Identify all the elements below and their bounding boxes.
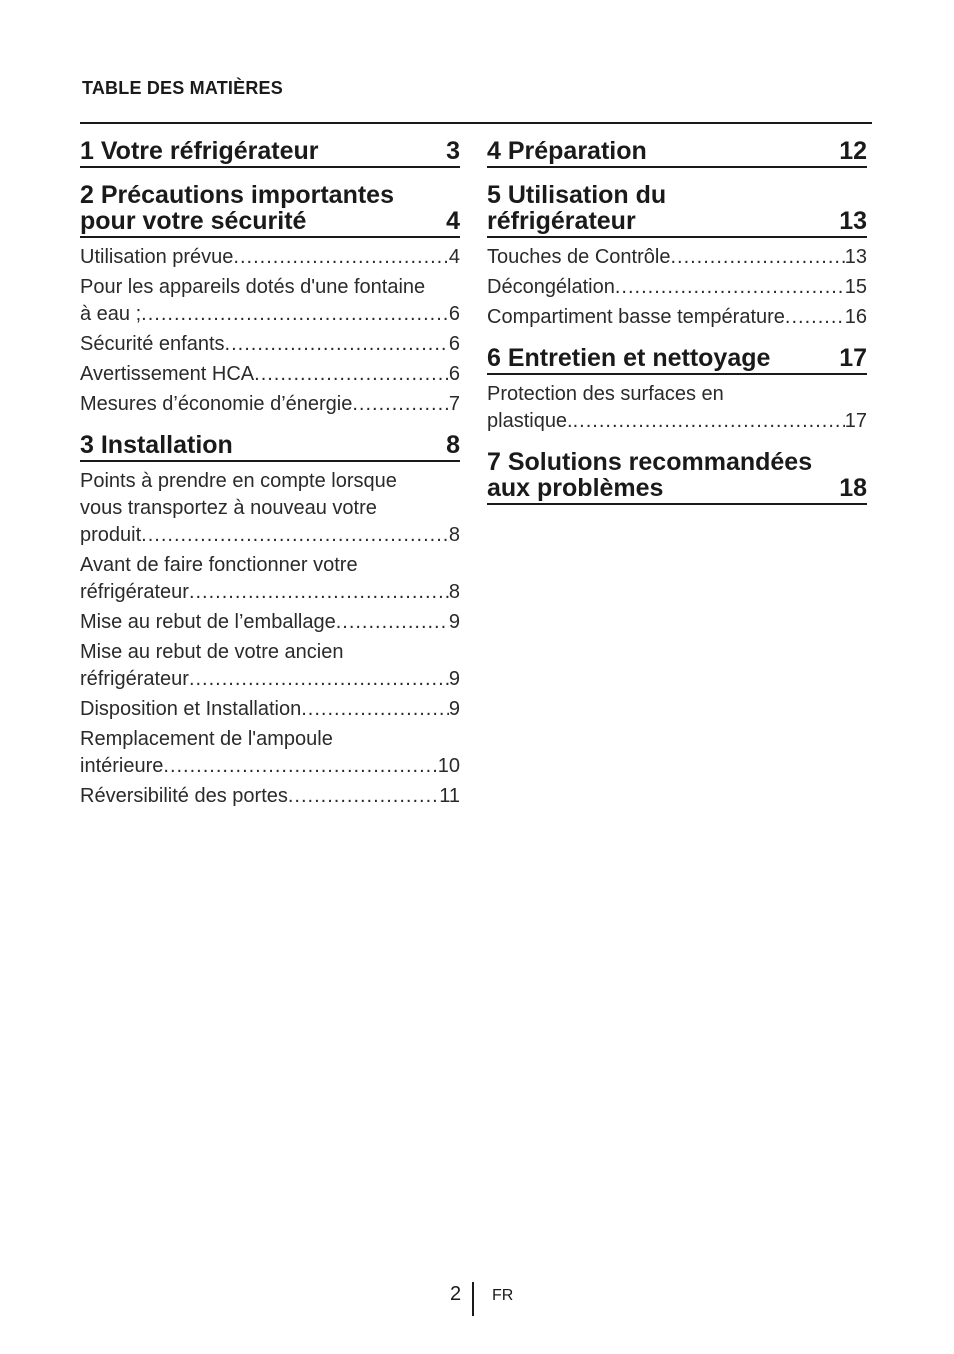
entry-text: à eau ; bbox=[80, 303, 142, 325]
dot-leader bbox=[288, 783, 439, 810]
toc-entry[interactable] bbox=[80, 696, 460, 723]
entry-text: produit bbox=[80, 524, 142, 546]
entry-text: Touches de Contrôle bbox=[487, 246, 671, 268]
entry-line: vous transportez à nouveau votre bbox=[80, 497, 377, 519]
section-heading-line bbox=[487, 475, 867, 501]
entry-last-line bbox=[487, 304, 867, 331]
section-title: 3 Installation bbox=[80, 431, 233, 459]
section-heading[interactable] bbox=[487, 345, 867, 375]
entry-text: intérieure bbox=[80, 755, 164, 777]
dot-leader bbox=[785, 304, 845, 331]
entry-last-line bbox=[80, 783, 460, 810]
entry-last-line bbox=[80, 696, 460, 723]
toc-section bbox=[80, 138, 460, 168]
entry-page-number: 6 bbox=[448, 363, 460, 385]
entry-line: Pour les appareils dotés d'une fontaine bbox=[80, 276, 426, 298]
section-heading-line bbox=[80, 182, 460, 208]
entry-last-line bbox=[487, 244, 867, 271]
entry-line: Protection des surfaces en bbox=[487, 383, 724, 405]
section-title: réfrigérateur bbox=[487, 207, 636, 235]
entry-page-number: 13 bbox=[844, 246, 867, 268]
dot-leader bbox=[254, 361, 449, 388]
toc-entry[interactable] bbox=[487, 304, 867, 331]
entry-page-number: 10 bbox=[437, 755, 460, 777]
section-page-number: 8 bbox=[446, 431, 460, 459]
section-heading[interactable] bbox=[487, 138, 867, 168]
toc-column-left bbox=[80, 138, 460, 824]
toc-entry[interactable] bbox=[80, 361, 460, 388]
section-heading-line bbox=[487, 138, 867, 164]
section-entries bbox=[80, 462, 460, 810]
entry-text: Mise au rebut de l’emballage bbox=[80, 611, 336, 633]
entry-text: réfrigérateur bbox=[80, 581, 189, 603]
section-page-number: 12 bbox=[839, 137, 867, 165]
entry-last-line bbox=[80, 301, 460, 328]
entry-page-number: 15 bbox=[844, 276, 867, 298]
dot-leader bbox=[573, 408, 845, 435]
section-page-number: 17 bbox=[839, 344, 867, 372]
entry-last-line bbox=[80, 609, 460, 636]
section-title: 4 Préparation bbox=[487, 137, 647, 165]
entry-last-line bbox=[487, 408, 867, 435]
section-heading[interactable] bbox=[80, 138, 460, 168]
section-heading[interactable] bbox=[80, 432, 460, 462]
entry-line: Avant de faire fonctionner votre bbox=[80, 554, 358, 576]
toc-section bbox=[487, 449, 867, 505]
dot-leader bbox=[352, 391, 449, 418]
entry-page-number: 4 bbox=[448, 246, 460, 268]
toc-entry[interactable] bbox=[80, 331, 460, 358]
dot-leader bbox=[225, 331, 449, 358]
dot-leader bbox=[189, 666, 449, 693]
toc-entry[interactable] bbox=[80, 244, 460, 271]
dot-leader bbox=[163, 753, 437, 780]
dot-leader bbox=[301, 696, 449, 723]
entry-text: plastique. bbox=[487, 410, 573, 432]
entry-page-number: 9 bbox=[448, 698, 460, 720]
section-page-number: 13 bbox=[839, 207, 867, 235]
section-entries bbox=[487, 375, 867, 435]
entry-last-line bbox=[80, 666, 460, 693]
section-heading[interactable] bbox=[487, 449, 867, 505]
section-title: 7 Solutions recommandées bbox=[487, 448, 813, 476]
toc-entry[interactable] bbox=[487, 274, 867, 301]
entry-page-number: 11 bbox=[439, 785, 460, 807]
section-heading-line bbox=[80, 208, 460, 234]
section-title: 2 Précautions importantes bbox=[80, 181, 394, 209]
entry-last-line bbox=[80, 361, 460, 388]
entry-text: réfrigérateur bbox=[80, 668, 189, 690]
entry-page-number: 9 bbox=[448, 668, 460, 690]
section-heading-line bbox=[487, 345, 867, 371]
section-heading-line bbox=[487, 182, 867, 208]
entry-text: Sécurité enfants bbox=[80, 333, 225, 355]
entry-text: Compartiment basse température bbox=[487, 306, 785, 328]
footer-page-number: 2 bbox=[450, 1283, 462, 1305]
section-heading-line bbox=[487, 449, 867, 475]
entry-text: Réversibilité des portes bbox=[80, 785, 288, 807]
toc-entry[interactable] bbox=[80, 468, 460, 549]
toc-entry[interactable] bbox=[487, 244, 867, 271]
entry-line: Mise au rebut de votre ancien bbox=[80, 641, 344, 663]
section-heading-line bbox=[80, 138, 460, 164]
section-page-number: 3 bbox=[446, 137, 460, 165]
entry-page-number: 8 bbox=[448, 524, 460, 546]
entry-last-line bbox=[80, 331, 460, 358]
section-entries bbox=[80, 238, 460, 418]
toc-entry[interactable] bbox=[80, 639, 460, 693]
entry-text: Mesures d’économie d’énergie bbox=[80, 393, 353, 415]
section-heading-line bbox=[487, 208, 867, 234]
entry-line: Points à prendre en compte lorsque bbox=[80, 470, 397, 492]
toc-section bbox=[487, 182, 867, 331]
section-page-number: 4 bbox=[446, 207, 460, 235]
section-title: aux problèmes bbox=[487, 474, 664, 502]
dot-leader bbox=[336, 609, 449, 636]
entry-line: Remplacement de l'ampoule bbox=[80, 728, 333, 750]
section-title: 6 Entretien et nettoyage bbox=[487, 344, 771, 372]
entry-page-number: 6 bbox=[448, 333, 460, 355]
entry-last-line bbox=[80, 522, 460, 549]
toc-section bbox=[80, 432, 460, 810]
toc-entry[interactable] bbox=[80, 609, 460, 636]
section-heading[interactable] bbox=[80, 182, 460, 238]
section-heading[interactable] bbox=[487, 182, 867, 238]
dot-leader bbox=[189, 579, 449, 606]
entry-page-number: 16 bbox=[844, 306, 867, 328]
entry-page-number: 8 bbox=[448, 581, 460, 603]
page-header-title: TABLE DES MATIÈRES bbox=[82, 78, 283, 98]
entry-page-number: 17 bbox=[844, 410, 867, 432]
section-heading-line bbox=[80, 432, 460, 458]
section-title: 5 Utilisation du bbox=[487, 181, 667, 209]
toc-section bbox=[80, 182, 460, 418]
entry-last-line bbox=[80, 391, 460, 418]
toc-entry[interactable] bbox=[487, 381, 867, 435]
section-page-number: 18 bbox=[839, 474, 867, 502]
dot-leader bbox=[233, 244, 448, 271]
entry-text: Décongélation bbox=[487, 276, 615, 298]
header-divider bbox=[80, 122, 872, 124]
toc-column-right bbox=[487, 138, 867, 519]
toc-entry[interactable] bbox=[80, 391, 460, 418]
entry-text: Avertissement HCA bbox=[80, 363, 255, 385]
toc-entry[interactable] bbox=[80, 783, 460, 810]
dot-leader bbox=[670, 244, 844, 271]
toc-entry[interactable] bbox=[80, 726, 460, 780]
section-title: pour votre sécurité bbox=[80, 207, 307, 235]
toc-section bbox=[487, 345, 867, 435]
entry-last-line bbox=[487, 274, 867, 301]
toc-entry[interactable] bbox=[80, 274, 460, 328]
entry-page-number: 6 bbox=[448, 303, 460, 325]
toc-section bbox=[487, 138, 867, 168]
entry-page-number: 9 bbox=[448, 611, 460, 633]
entry-last-line bbox=[80, 244, 460, 271]
entry-last-line bbox=[80, 579, 460, 606]
dot-leader bbox=[141, 301, 449, 328]
entry-text: Utilisation prévue bbox=[80, 246, 234, 268]
dot-leader bbox=[141, 522, 449, 549]
dot-leader bbox=[615, 274, 845, 301]
section-entries bbox=[487, 238, 867, 331]
footer-language-code: FR bbox=[492, 1287, 514, 1304]
footer-separator bbox=[472, 1282, 474, 1316]
entry-page-number: 7 bbox=[448, 393, 460, 415]
entry-last-line bbox=[80, 753, 460, 780]
toc-entry[interactable] bbox=[80, 552, 460, 606]
entry-text: Disposition et Installation bbox=[80, 698, 302, 720]
section-title: 1 Votre réfrigérateur bbox=[80, 137, 319, 165]
